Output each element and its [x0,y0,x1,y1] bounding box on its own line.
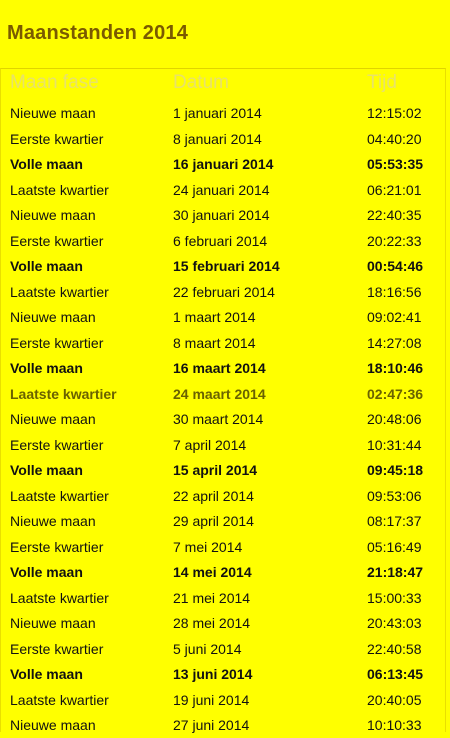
table-row [1,636,445,662]
moon-phase-cell: Volle maan [10,360,83,376]
table-row [1,177,445,203]
moon-phase-cell: Nieuwe maan [10,105,96,121]
table-row [1,585,445,611]
time-cell: 20:43:03 [367,615,422,631]
date-cell: 27 juni 2014 [173,717,250,733]
table-row [1,253,445,279]
moon-phase-cell: Nieuwe maan [10,207,96,223]
time-cell: 22:40:58 [367,640,422,657]
moon-phase-cell: Nieuwe maan [10,717,96,733]
date-cell: 14 mei 2014 [173,564,252,580]
date-cell: 8 januari 2014 [173,130,262,147]
moon-phase-cell: Volle maan [10,258,83,274]
table-row [1,610,445,636]
date-cell: 30 maart 2014 [173,411,264,427]
moon-phase-cell: Volle maan [10,666,83,682]
moon-phase-cell: Nieuwe maan [10,513,96,529]
time-cell: 10:10:33 [367,717,422,733]
time-cell: 22:40:35 [367,207,422,223]
date-cell: 5 juni 2014 [173,640,242,657]
date-cell: 22 februari 2014 [173,283,275,300]
date-cell: 1 januari 2014 [173,105,262,121]
header-datum: Datum [173,72,229,93]
moon-phase-table [0,68,446,732]
table-row [1,126,445,152]
moon-phase-cell: Laatste kwartier [10,283,109,300]
time-cell: 20:22:33 [367,232,422,249]
time-cell: 06:13:45 [367,666,424,682]
table-row [1,202,445,228]
moon-phase-cell: Volle maan [10,462,83,478]
header-maan-fase: Maan fase [10,72,99,93]
date-cell: 21 mei 2014 [173,589,251,606]
time-cell: 12:15:02 [367,105,422,121]
table-row [1,712,445,738]
table-row [1,100,445,126]
time-cell: 09:02:41 [367,309,422,325]
time-cell: 08:17:37 [367,513,422,529]
time-cell: 00:54:46 [367,258,424,274]
time-cell: 14:27:08 [367,334,422,351]
header-tijd: Tijd [367,72,397,93]
date-cell: 7 april 2014 [173,436,247,453]
time-cell: 09:45:18 [367,462,424,478]
page-title: Maanstanden 2014 [7,22,189,44]
moon-phase-cell: Laatste kwartier [10,385,117,402]
table-row [1,279,445,305]
table-row [1,687,445,713]
date-cell: 16 maart 2014 [173,360,266,376]
date-cell: 6 februari 2014 [173,232,268,249]
moon-phase-cell: Nieuwe maan [10,615,96,631]
date-cell: 24 januari 2014 [173,181,270,198]
moon-phase-cell: Eerste kwartier [10,232,104,249]
time-cell: 10:31:44 [367,436,422,453]
table-row [1,406,445,432]
date-cell: 13 juni 2014 [173,666,253,682]
date-cell: 22 april 2014 [173,487,254,504]
table-row [1,457,445,483]
time-cell: 06:21:01 [367,181,422,198]
table-row [1,355,445,381]
moon-phase-cell: Laatste kwartier [10,589,109,606]
time-cell: 18:16:56 [367,283,422,300]
table-row [1,508,445,534]
date-cell: 15 februari 2014 [173,258,280,274]
moon-phase-cell: Nieuwe maan [10,411,96,427]
table-row [1,483,445,509]
table-row [1,304,445,330]
moon-phase-cell: Laatste kwartier [10,181,109,198]
moon-phase-cell: Volle maan [10,156,83,172]
table-row [1,151,445,177]
moon-phase-cell: Eerste kwartier [10,538,104,555]
date-cell: 30 januari 2014 [173,207,270,223]
date-cell: 1 maart 2014 [173,309,256,325]
time-cell: 09:53:06 [367,487,422,504]
moon-phase-cell: Eerste kwartier [10,436,104,453]
time-cell: 04:40:20 [367,130,422,147]
date-cell: 29 april 2014 [173,513,254,529]
table-row [1,559,445,585]
time-cell: 18:10:46 [367,360,424,376]
moon-phase-cell: Nieuwe maan [10,309,96,325]
table-row [1,228,445,254]
table-body [1,100,445,738]
date-cell: 24 maart 2014 [173,385,266,402]
table-row [1,330,445,356]
time-cell: 21:18:47 [367,564,424,580]
time-cell: 05:16:49 [367,538,422,555]
time-cell: 15:00:33 [367,589,422,606]
moon-phase-cell: Eerste kwartier [10,130,104,147]
time-cell: 20:48:06 [367,411,422,427]
table-row [1,381,445,407]
moon-phase-cell: Eerste kwartier [10,334,104,351]
table-header [1,69,445,97]
moon-phase-cell: Laatste kwartier [10,487,109,504]
table-row [1,432,445,458]
date-cell: 16 januari 2014 [173,156,274,172]
table-row [1,534,445,560]
time-cell: 05:53:35 [367,156,424,172]
moon-phase-cell: Laatste kwartier [10,691,109,708]
time-cell: 02:47:36 [367,385,424,402]
time-cell: 20:40:05 [367,691,422,708]
moon-phase-cell: Eerste kwartier [10,640,104,657]
moon-phase-cell: Volle maan [10,564,83,580]
table-row [1,661,445,687]
date-cell: 7 mei 2014 [173,538,243,555]
date-cell: 28 mei 2014 [173,615,251,631]
date-cell: 15 april 2014 [173,462,258,478]
date-cell: 8 maart 2014 [173,334,256,351]
date-cell: 19 juni 2014 [173,691,250,708]
